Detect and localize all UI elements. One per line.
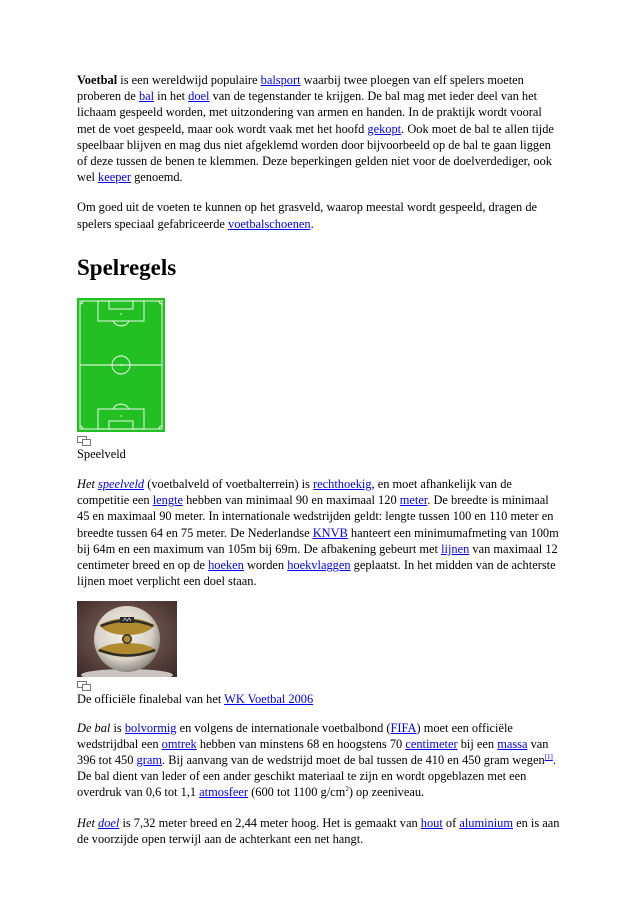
link-wk-voetbal-2006[interactable]: WK Voetbal 2006 bbox=[224, 692, 314, 707]
link-speelveld[interactable]: speelveld bbox=[98, 477, 145, 492]
link-doel-2[interactable]: doel bbox=[98, 815, 120, 830]
link-voetbalschoenen[interactable]: voetbalschoenen bbox=[228, 216, 311, 231]
reference-link[interactable]: [1] bbox=[544, 752, 553, 761]
link-centimeter[interactable]: centimeter bbox=[405, 736, 458, 751]
field-diagram-image[interactable] bbox=[77, 298, 165, 432]
link-keeper[interactable]: keeper bbox=[98, 170, 132, 185]
link-hoekvlaggen[interactable]: hoekvlaggen bbox=[287, 558, 351, 573]
link-hout[interactable]: hout bbox=[420, 815, 443, 830]
football-photo-icon bbox=[77, 601, 177, 677]
link-aluminium[interactable]: aluminium bbox=[459, 815, 514, 830]
field-paragraph: Het speelveld (voetbalveld of voetbalterrein) is rechthoekig, en moet afhankelijk van de competitie een lengte hebben van minimaal 90 en maximaal 120 meter. De breedte is minimaal 45 en maximaal 90 meter. In internationale wedstrijden geldt: lengte tussen 100 en 110 meter en breedte tussen 64 en 75 meter. De Nederlandse KNVB hanteert een minimumafmeting van 100m bij 64m en een maximum van 105m bij 69m. De afbakening gebeurt met lijnen van maximaal 12 centimeter breed en op de hoeken worden hoekvlaggen geplaatst. In het midden van de achterste lijnen moet verplicht een doel staan. bbox=[77, 477, 559, 589]
ball-caption: De officiële finalebal van het WK Voetbal 2006 bbox=[77, 692, 314, 707]
link-meter[interactable]: meter bbox=[399, 493, 428, 508]
link-gram[interactable]: gram bbox=[136, 753, 163, 768]
link-lengte[interactable]: lengte bbox=[152, 493, 183, 508]
article-title: Voetbal bbox=[77, 73, 118, 87]
link-lijnen[interactable]: lijnen bbox=[441, 541, 470, 556]
article-body bbox=[77, 72, 561, 847]
intro-paragraph: Voetbal is een wereldwijd populaire balsport waarbij twee ploegen van elf spelers moeten proberen de bal in het doel van de tegenstander te krijgen. De bal mag met ieder deel van het lichaam gespeeld worden, met uitzondering van armen en handen. In de praktijk wordt vooral met de voet gespeeld, maar ook wordt vaak met het hoofd gekopt. Ook moet de bal te allen tijde speelbaar blijven en mag dus niet afgeklemd worden door bijvoorbeeld op de bal te gaan liggen of deze tussen de benen te klemmen. Deze beperkingen gelden niet voor de doelverdediger, ook wel keeper genoemd. bbox=[77, 73, 554, 185]
section-heading-spelregels: Spelregels bbox=[77, 254, 177, 280]
goal-paragraph: Het doel is 7,32 meter breed en 2,44 meter hoog. Het is gemaakt van hout of aluminium en is aan de voorzijde open terwijl aan de achterkant een net hangt. bbox=[77, 815, 560, 846]
link-bal[interactable]: bal bbox=[138, 89, 155, 104]
shoes-paragraph: Om goed uit de voeten te kunnen op het grasveld, waarop meestal wordt gespeeld, dragen de spelers speciaal gefabriceerde voetbalschoenen. bbox=[77, 200, 538, 231]
link-massa[interactable]: massa bbox=[497, 736, 528, 751]
link-doel[interactable]: doel bbox=[188, 89, 210, 104]
link-omtrek[interactable]: omtrek bbox=[161, 736, 197, 751]
link-knvb[interactable]: KNVB bbox=[312, 525, 348, 540]
ball-paragraph: De bal is bolvormig en volgens de internationale voetbalbond (FIFA) moet een officiële wedstrijdbal een omtrek hebben van minstens 68 en hoogstens 70 centimeter bij een massa van 396 tot 450 gram. Bij aanvang van de wedstrijd moet de bal tussen de 410 en 450 gram wegen[1]. De bal dient van leder of een ander geschikt materiaal te zijn en wordt opgeblazen met een overdruk van 0,6 tot 1,1 atmosfeer (600 tot 1100 $g/cm^2$) op zeeniveau. bbox=[77, 720, 556, 800]
enlarge-icon[interactable] bbox=[77, 681, 91, 691]
soccer-field-icon bbox=[77, 298, 165, 432]
ball-photo[interactable] bbox=[77, 601, 561, 677]
link-atmosfeer[interactable]: atmosfeer bbox=[199, 785, 249, 800]
link-gekopt[interactable]: gekopt bbox=[367, 121, 402, 136]
link-hoeken[interactable]: hoeken bbox=[208, 558, 244, 573]
enlarge-icon[interactable] bbox=[77, 436, 91, 446]
link-balsport[interactable]: balsport bbox=[260, 73, 301, 87]
link-rechthoekig[interactable]: rechthoekig bbox=[313, 477, 372, 492]
link-fifa[interactable]: FIFA bbox=[390, 720, 417, 735]
link-bolvormig[interactable]: bolvormig bbox=[124, 720, 177, 735]
field-caption: Speelveld bbox=[77, 446, 126, 461]
